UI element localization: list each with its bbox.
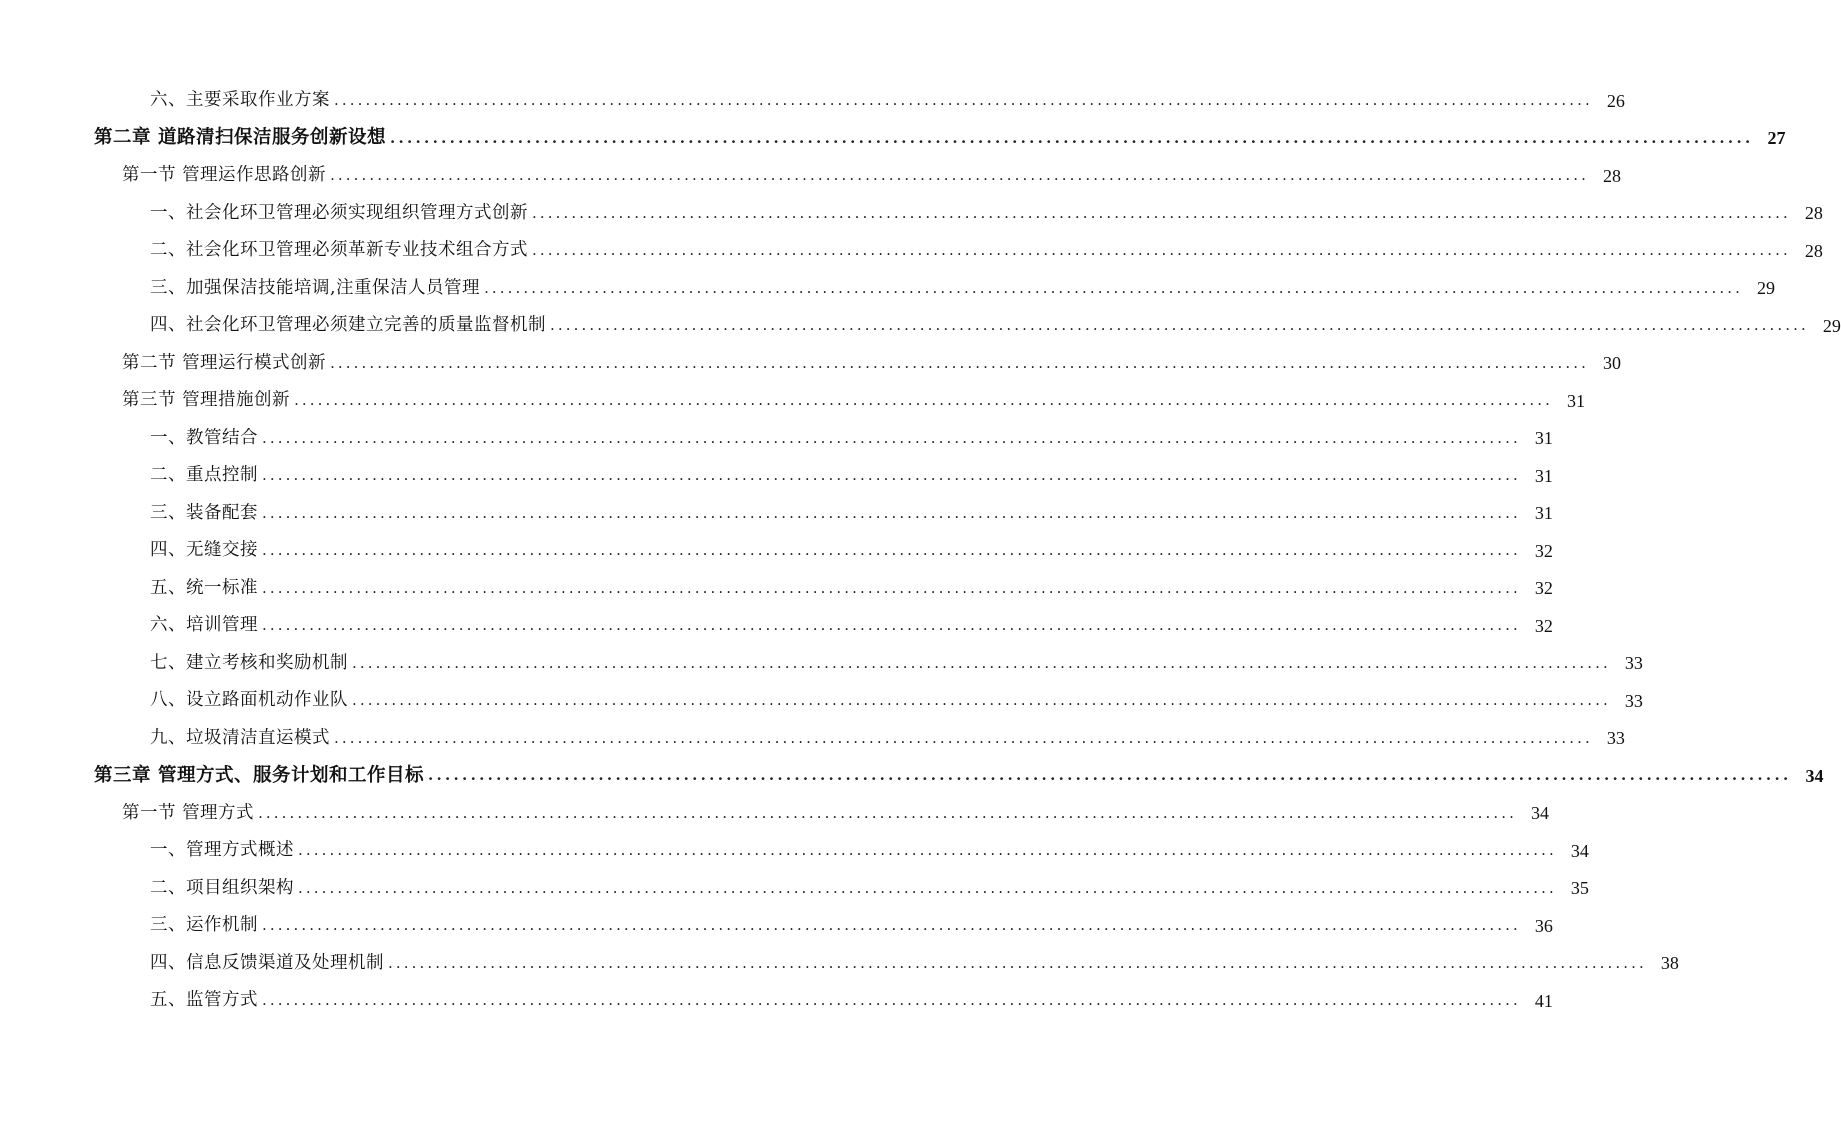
toc-entry-section[interactable] (0, 307, 1841, 345)
toc-entry-section[interactable] (0, 495, 1553, 533)
toc-entry-section[interactable] (0, 982, 1553, 1020)
toc-entry-page: 31 (1566, 390, 1585, 411)
toc-entry-section[interactable] (0, 945, 1679, 983)
dot-leader: ................................................................................................................................................................ (262, 916, 1521, 935)
dot-leader: ................................................................................................................................................................ (532, 241, 1791, 260)
toc-entry-title: 四、信息反馈渠道及处理机制 (150, 952, 384, 973)
dot-leader: ................................................................................................................................................................ (298, 841, 1557, 860)
toc-entry-section[interactable] (0, 832, 1589, 870)
toc-entry-page: 32 (1534, 578, 1553, 599)
toc-entry-section[interactable] (0, 720, 1625, 758)
toc-entry-page: 38 (1660, 953, 1679, 974)
toc-entry-section[interactable] (0, 270, 1775, 308)
toc-entry-section[interactable] (0, 457, 1553, 495)
toc-entry-section[interactable] (0, 82, 1625, 120)
dot-leader: ................................................................................................................................................................ (262, 578, 1521, 597)
toc-entry-page: 32 (1534, 540, 1553, 561)
toc-entry-subchapter[interactable] (0, 157, 1621, 195)
toc-entry-section[interactable] (0, 195, 1823, 233)
dot-leader: ................................................................................................................................................................ (389, 128, 1754, 147)
dot-leader: ................................................................................................................................................................ (330, 166, 1589, 185)
toc-entry-title: 二、重点控制 (150, 465, 258, 485)
toc-entry-title: 九、垃圾清洁直运模式 (150, 727, 330, 748)
table-of-contents (0, 82, 1841, 1020)
dot-leader: ................................................................................................................................................................ (294, 391, 1553, 410)
toc-entry-page: 30 (1602, 353, 1621, 374)
toc-entry-chapter[interactable] (0, 757, 1824, 795)
dot-leader: ................................................................................................................................................................ (262, 466, 1521, 485)
toc-entry-page: 41 (1534, 990, 1553, 1011)
toc-entry-page: 35 (1570, 878, 1589, 899)
toc-entry-page: 31 (1534, 428, 1553, 449)
toc-entry-page: 29 (1756, 278, 1775, 299)
toc-entry-page: 34 (1805, 765, 1824, 786)
dot-leader: ................................................................................................................................................................ (334, 728, 1593, 747)
toc-entry-title: 一、管理方式概述 (150, 840, 294, 860)
dot-leader: ................................................................................................................................................................ (258, 803, 1517, 822)
toc-entry-title: 五、监管方式 (150, 990, 258, 1010)
toc-entry-page: 31 (1534, 465, 1553, 486)
dot-leader: ................................................................................................................................................................ (262, 991, 1521, 1010)
toc-entry-title: 四、社会化环卫管理必须建立完善的质量监督机制 (150, 315, 546, 335)
toc-entry-page: 34 (1530, 803, 1549, 824)
dot-leader: ................................................................................................................................................................ (298, 878, 1557, 897)
dot-leader: ................................................................................................................................................................ (352, 653, 1611, 672)
toc-entry-page: 28 (1804, 203, 1823, 224)
toc-entry-section[interactable] (0, 870, 1589, 908)
toc-entry-title: 三、加强保洁技能培调,注重保洁人员管理 (150, 277, 481, 298)
dot-leader: ................................................................................................................................................................ (532, 203, 1791, 222)
dot-leader: ................................................................................................................................................................ (484, 278, 1743, 297)
dot-leader: ................................................................................................................................................................ (330, 353, 1589, 372)
dot-leader: ................................................................................................................................................................ (262, 616, 1521, 635)
dot-leader: ................................................................................................................................................................ (550, 316, 1809, 335)
toc-entry-title: 七、建立考核和奖励机制 (150, 652, 348, 673)
toc-entry-section[interactable] (0, 570, 1553, 608)
dot-leader: ................................................................................................................................................................ (352, 691, 1611, 710)
toc-entry-page: 33 (1606, 728, 1625, 749)
toc-entry-page: 34 (1570, 840, 1589, 861)
toc-entry-section[interactable] (0, 607, 1553, 645)
toc-entry-title: 二、社会化环卫管理必须革新专业技术组合方式 (150, 240, 528, 260)
toc-entry-page: 33 (1624, 690, 1643, 711)
toc-entry-chapter[interactable] (0, 120, 1786, 158)
toc-entry-subchapter[interactable] (0, 795, 1549, 833)
toc-entry-section[interactable] (0, 645, 1643, 683)
toc-entry-title: 第三章 管理方式、服务计划和工作目标 (94, 764, 424, 786)
toc-entry-title: 第二章 道路清扫保洁服务创新设想 (94, 127, 386, 148)
toc-entry-title: 第三节 管理措施创新 (122, 390, 291, 410)
toc-entry-page: 29 (1822, 315, 1841, 336)
toc-entry-title: 五、统一标准 (150, 577, 258, 598)
dot-leader: ................................................................................................................................................................ (262, 428, 1521, 447)
toc-entry-title: 一、社会化环卫管理必须实现组织管理方式创新 (150, 202, 528, 223)
toc-entry-title: 一、教管结合 (150, 427, 258, 448)
toc-entry-title: 三、装备配套 (150, 502, 258, 523)
toc-entry-section[interactable] (0, 420, 1553, 458)
toc-entry-section[interactable] (0, 532, 1553, 570)
toc-entry-subchapter[interactable] (0, 382, 1585, 420)
toc-entry-page: 31 (1534, 503, 1553, 524)
toc-entry-title: 第一节 管理方式 (122, 802, 255, 823)
toc-entry-title: 六、培训管理 (150, 615, 258, 635)
toc-entry-title: 第一节 管理运作思路创新 (122, 165, 327, 185)
toc-entry-section[interactable] (0, 682, 1643, 720)
toc-entry-title: 四、无缝交接 (150, 540, 258, 560)
toc-entry-subchapter[interactable] (0, 345, 1621, 383)
toc-entry-section[interactable] (0, 232, 1823, 270)
toc-entry-page: 36 (1534, 915, 1553, 936)
toc-entry-page: 33 (1624, 653, 1643, 674)
toc-entry-page: 28 (1602, 165, 1621, 186)
toc-entry-title: 二、项目组织架构 (150, 877, 294, 898)
dot-leader: ................................................................................................................................................................ (427, 766, 1792, 785)
toc-entry-title: 第二节 管理运行模式创新 (122, 352, 327, 373)
toc-entry-section[interactable] (0, 907, 1553, 945)
dot-leader: ................................................................................................................................................................ (262, 541, 1521, 560)
toc-entry-page: 27 (1767, 128, 1786, 149)
toc-entry-title: 六、主要采取作业方案 (150, 90, 330, 110)
toc-entry-page: 26 (1606, 90, 1625, 111)
toc-entry-title: 八、设立路面机动作业队 (150, 690, 348, 710)
dot-leader: ................................................................................................................................................................ (334, 91, 1593, 110)
toc-entry-page: 32 (1534, 615, 1553, 636)
toc-entry-title: 三、运作机制 (150, 915, 258, 935)
toc-entry-page: 28 (1804, 240, 1823, 261)
dot-leader: ................................................................................................................................................................ (388, 953, 1647, 972)
dot-leader: ................................................................................................................................................................ (262, 503, 1521, 522)
